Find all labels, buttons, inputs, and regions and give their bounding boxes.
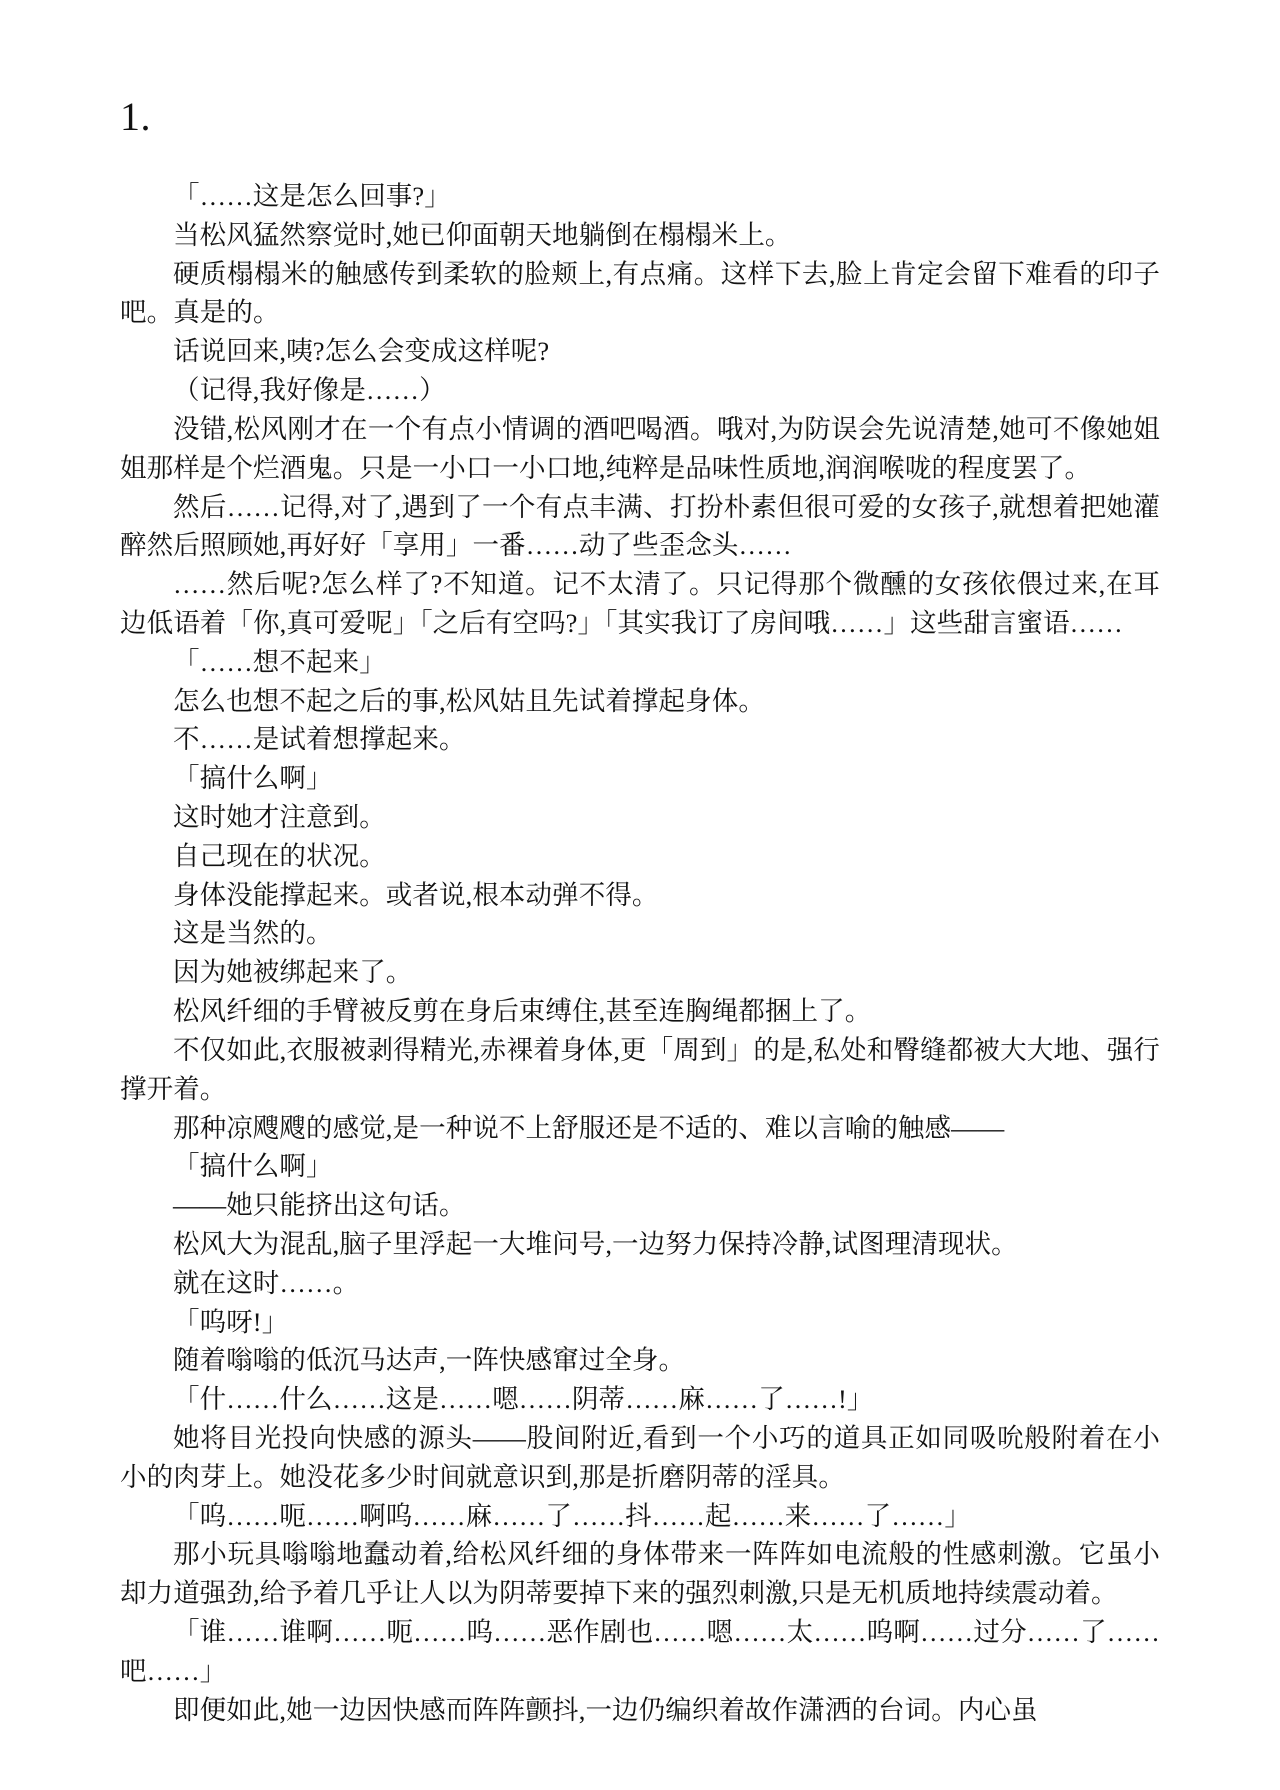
paragraph: ……然后呢?怎么样了?不知道。记不太清了。只记得那个微醺的女孩依偎过来,在耳边低语着「你,真可爱呢」「之后有空吗?」「其实我订了房间哦……」这些甜言蜜语…… (120, 569, 1160, 638)
paragraph: 那小玩具嗡嗡地蠢动着,给松风纤细的身体带来一阵阵如电流般的性感刺激。它虽小却力道强劲,给予着几乎让人以为阴蒂要掉下来的强烈刺激,只是无机质地持续震动着。 (120, 1539, 1160, 1609)
paragraph: 随着嗡嗡的低沉马达声,一阵快感窜过全身。 (173, 1345, 686, 1376)
paragraph: 「谁……谁啊……呃……呜……恶作剧也……嗯……太……呜啊……过分……了……吧……」 (120, 1617, 1160, 1686)
paragraph: 松风大为混乱,脑子里浮起一大堆问号,一边努力保持冷静,试图理清现状。 (173, 1228, 1018, 1259)
paragraph: 「呜呀!」 (173, 1306, 289, 1337)
paragraph: （记得,我好像是……） (173, 375, 446, 406)
paragraph: ——她只能挤出这句话。 (173, 1190, 466, 1221)
paragraph: 「搞什么啊」 (173, 1151, 333, 1182)
paragraph: 即便如此,她一边因快感而阵阵颤抖,一边仍编织着故作潇洒的台词。内心虽 (173, 1694, 1038, 1725)
paragraph: 没错,松风刚才在一个有点小情调的酒吧喝酒。哦对,为防误会先说清楚,她可不像她姐姐那样是个烂酒鬼。只是一小口一小口地,纯粹是品味性质地,润润喉咙的程度罢了。 (120, 413, 1160, 483)
paragraph: 「什……什么……这是……嗯……阴蒂……麻……了……!」 (173, 1384, 874, 1415)
paragraph: 硬质榻榻米的触感传到柔软的脸颊上,有点痛。这样下去,脸上肯定会留下难看的印子吧。真是的。 (120, 258, 1160, 328)
body-text (120, 177, 1160, 1730)
paragraph: 怎么也想不起之后的事,松风姑且先试着撑起身体。 (173, 685, 765, 716)
paragraph: 当松风猛然察觉时,她已仰面朝天地躺倒在榻榻米上。 (173, 219, 792, 250)
paragraph: 这是当然的。 (173, 918, 333, 949)
paragraph: 不……是试着想撑起来。 (173, 724, 466, 755)
paragraph: 因为她被绑起来了。 (173, 957, 413, 988)
paragraph: 那种凉飕飕的感觉,是一种说不上舒服还是不适的、难以言喻的触感—— (173, 1112, 1005, 1143)
paragraph: 自己现在的状况。 (173, 840, 386, 871)
paragraph: 「……这是怎么回事?」 (173, 181, 451, 211)
paragraph: 「……想不起来」 (173, 646, 386, 677)
paragraph: 「呜……呃……啊呜……麻……了……抖……起……来……了……」 (173, 1500, 971, 1531)
paragraph: 然后……记得,对了,遇到了一个有点丰满、打扮朴素但很可爱的女孩子,就想着把她灌醉然后照顾她,再好好「享用」一番……动了些歪念头…… (120, 491, 1160, 561)
paragraph: 不仅如此,衣服被剥得精光,赤裸着身体,更「周到」的是,私处和臀缝都被大大地、强行撑开着。 (120, 1034, 1160, 1104)
paragraph: 身体没能撑起来。或者说,根本动弹不得。 (173, 879, 659, 910)
paragraph: 这时她才注意到。 (173, 802, 386, 832)
paragraph: 「搞什么啊」 (173, 763, 333, 794)
chapter-number: 1. (120, 94, 151, 139)
paragraph: 松风纤细的手臂被反剪在身后束缚住,甚至连胸绳都捆上了。 (173, 996, 872, 1027)
paragraph: 她将目光投向快感的源头——股间附近,看到一个小巧的道具正如同吸吮般附着在小小的肉芽上。她没花多少时间就意识到,那是折磨阴蒂的淫具。 (120, 1423, 1160, 1492)
paragraph: 话说回来,咦?怎么会变成这样呢? (173, 336, 550, 367)
paragraph: 就在这时……。 (173, 1267, 360, 1298)
